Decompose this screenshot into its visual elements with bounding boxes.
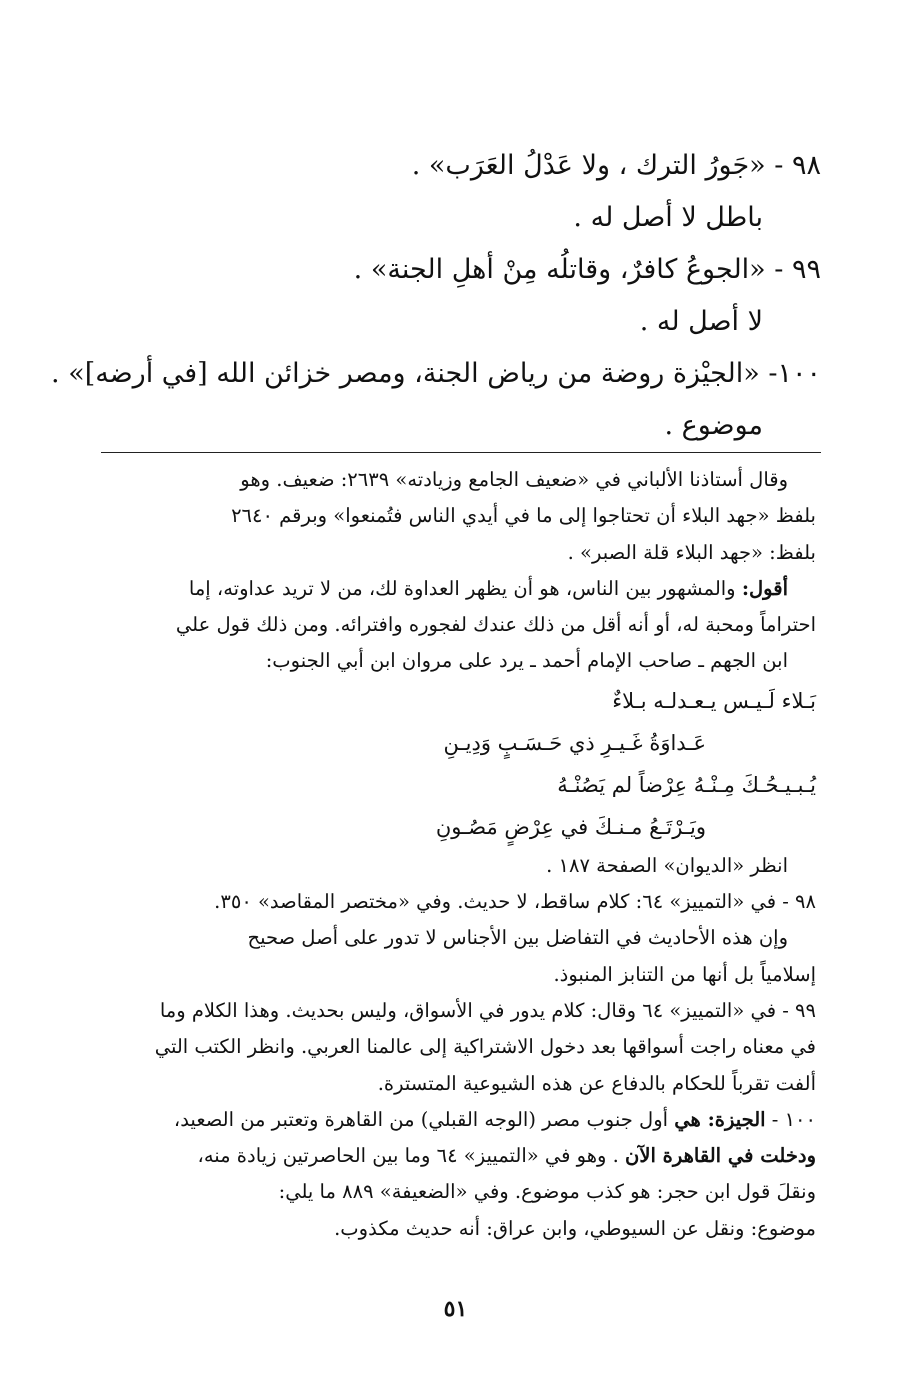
footnote-98: ٩٨ - في «التمييز» ٦٤: كلام ساقط، لا حديث. وفي «مختصر المقاصد» ٣٥٠. (214, 890, 816, 914)
poem-verse: بَـلاء لَـيـس يـعـدلـه بـلاءٌ (612, 688, 816, 713)
verdict-99: لا أصل له . (639, 306, 763, 337)
footnote-line: ألفت تقرباً للحكام بالدفاع عن هذه الشيوعية المتسترة. (377, 1071, 816, 1095)
footnote-bold: ودخلت في القاهرة الآن (625, 1144, 816, 1168)
poem-verse: عَـداوَةُ غَـيـرِ ذي حَـسَـبٍ وَدِيـنِ (443, 730, 706, 755)
footnote-text: . وهو في «التمييز» ٦٤ وما بين الحاصرتين زيادة منه، (197, 1144, 619, 1168)
poem-verse: يُـبـيـحُـكَ مِـنْـهُ عِرْضاً لم يَصُنْـهُ (557, 772, 816, 797)
author-comment-lead: أقول: (741, 576, 788, 600)
footnote-number: ١٠٠ - (765, 1107, 816, 1131)
footnote-line: ونقلَ قول ابن حجر: هو كذب موضوع. وفي «الضعيفة» ٨٨٩ ما يلي: (278, 1180, 816, 1204)
footnote-line: في معناه راجت أسواقها بعد دخول الاشتراكية إلى عالمنا العربي. وانظر الكتب التي (154, 1035, 816, 1059)
footnote-bold: هي (674, 1107, 701, 1131)
entry-100: ١٠٠- «الجيْزة روضة من رياض الجنة، ومصر خزائن الله [في أرضه]» . (51, 358, 821, 389)
footnotes (96, 462, 816, 1247)
footnote-line: ابن الجهم ـ صاحب الإمام أحمد ـ يرد على مروان ابن أبي الجنوب: (265, 649, 788, 673)
footnote-99: ٩٩ - في «التمييز» ٦٤ وقال: كلام يدور في الأسواق، وليس بحديث. وهذا الكلام وما (159, 998, 816, 1022)
footnote-line: وإن هذه الأحاديث في التفاضل بين الأجناس لا تدور على أصل صحيح (247, 926, 788, 950)
footnote-100 (96, 1102, 816, 1138)
poem-verse: ويَـرْتَـعُ مـنـكَ في عِرْضٍ مَصُـونِ (435, 814, 706, 839)
verdict-100: موضوع . (664, 410, 763, 441)
footnote-line: احتراماً ومحبة له، أو أنه أقل من ذلك عندك لفجوره وافترائه. ومن ذلك قول علي (175, 613, 816, 637)
footnote-divider (101, 452, 821, 453)
footnote-line: بلفظ: «جهد البلاء قلة الصبر» . (567, 540, 816, 564)
entry-98: ٩٨ - «جَورُ الترك ، ولا عَدْلُ العَرَب» . (411, 150, 821, 181)
main-text (51, 140, 821, 452)
page-number: ٥١ (443, 1296, 468, 1322)
footnote-line: موضوع: ونقل عن السيوطي، وابن عراق: أنه حديث مكذوب. (334, 1216, 816, 1240)
footnote-line (96, 1138, 816, 1174)
footnote-text: أول جنوب مصر (الوجه القبلي) من القاهرة وتعتبر من الصعيد، (173, 1107, 669, 1131)
footnote-line: بلفظ «جهد البلاء أن تحتاجوا إلى ما في أيدي الناس فتُمنعوا» وبرقم ٢٦٤٠ (231, 504, 816, 528)
footnote-keyword: الجيزة: (700, 1107, 766, 1131)
footnote-line: وقال أستاذنا الألباني في «ضعيف الجامع وزيادته» ٢٦٣٩: ضعيف. وهو (240, 468, 788, 491)
diwan-reference: انظر «الديوان» الصفحة ١٨٧ . (546, 853, 788, 877)
entry-99: ٩٩ - «الجوعُ كافرٌ، وقاتلُه مِنْ أهلِ الجنة» . (353, 254, 821, 285)
poem (96, 680, 816, 848)
footnote-text: والمشهور بين الناس، هو أن يظهر العداوة لك، من لا تريد عداوته، إما (188, 576, 736, 600)
footnote-line (96, 571, 816, 607)
verdict-98: باطل لا أصل له . (573, 202, 763, 233)
footnote-line: إسلامياً بل أنها من التنابز المنبوذ. (553, 962, 816, 986)
